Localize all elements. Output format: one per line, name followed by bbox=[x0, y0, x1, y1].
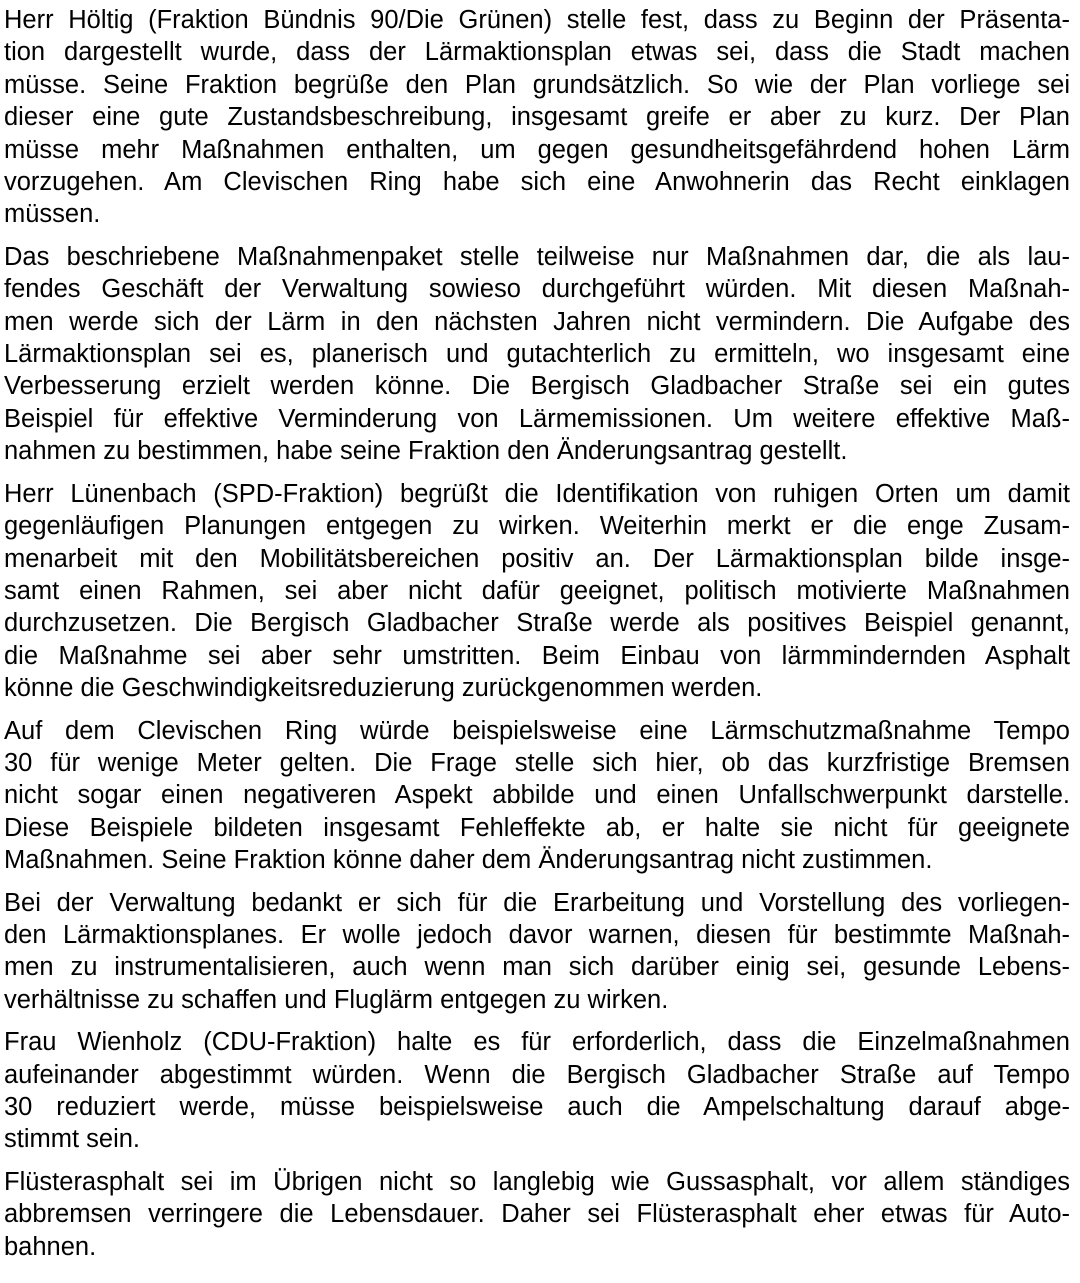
text-line: stimmt sein. bbox=[4, 1125, 141, 1154]
paragraph-luenenbach-statement bbox=[4, 478, 1070, 705]
text-line: men zu instrumentalisieren, auch wenn man sich darüber einig sei, gesunde Lebens- bbox=[4, 953, 1070, 982]
text-line: 30 reduziert werde, müsse beispielsweise auch die Ampelschaltung darauf abge- bbox=[4, 1093, 1070, 1121]
text-line: aufeinander abgestimmt würden. Wenn die Bergisch Gladbacher Straße auf Tempo bbox=[4, 1060, 1070, 1089]
text-line: nahmen zu bestimmen, habe seine Fraktion den Änderungsantrag gestellt. bbox=[4, 437, 848, 466]
text-line: müsse. Seine Fraktion begrüße den Plan grundsätzlich. So wie der Plan vorliege sei bbox=[4, 70, 1070, 99]
text-line: samt einen Rahmen, sei aber nicht dafür geeignet, politisch motivierte Maßnahmen bbox=[4, 576, 1070, 605]
text-line: Lärmaktionsplan sei es, planerisch und gutachterlich zu ermitteln, wo insgesamt eine bbox=[4, 340, 1070, 369]
text-line: gegenläufigen Planungen entgegen zu wirken. Weiterhin merkt er die enge Zusam- bbox=[4, 512, 1070, 541]
text-line: Herr Lünenbach (SPD-Fraktion) begrüßt die Identifikation von ruhigen Orten um damit bbox=[4, 479, 1070, 508]
text-line: Maßnahmen. Seine Fraktion könne daher dem Änderungsantrag nicht zustimmen. bbox=[4, 846, 933, 875]
text-line: Flüsterasphalt sei im Übrigen nicht so langlebig wie Gussasphalt, vor allem ständiges bbox=[4, 1167, 1070, 1196]
text-line: bahnen. bbox=[4, 1232, 97, 1261]
text-line: Das beschriebene Maßnahmenpaket stelle teilweise nur Maßnahmen dar, die als lau- bbox=[4, 242, 1070, 271]
text-line: Frau Wienholz (CDU-Fraktion) halte es für erforderlich, dass die Einzelmaßnahmen bbox=[4, 1028, 1070, 1057]
text-line: Bei der Verwaltung bedankt er sich für die Erarbeitung und Vorstellung des vorliegen- bbox=[4, 888, 1070, 917]
paragraph-hoeltig-statement bbox=[4, 4, 1070, 231]
paragraph-wienholz-statement bbox=[4, 1026, 1070, 1156]
text-line: verhältnisse zu schaffen und Fluglärm entgegen zu wirken. bbox=[4, 985, 669, 1014]
text-line: den Lärmaktionsplanes. Er wolle jedoch davor warnen, diesen für bestimmte Maßnah- bbox=[4, 920, 1070, 949]
text-line: müssen. bbox=[4, 200, 101, 229]
text-line: tion dargestellt wurde, dass der Lärmaktionsplan etwas sei, dass die Stadt machen bbox=[4, 38, 1070, 67]
text-line: vorzugehen. Am Clevischen Ring habe sich eine Anwohnerin das Recht einklagen bbox=[4, 168, 1070, 197]
text-line: Auf dem Clevischen Ring würde beispielsweise eine Lärmschutzmaßnahme Tempo bbox=[4, 716, 1070, 745]
text-line: Verbesserung erzielt werden könne. Die Bergisch Gladbacher Straße sei ein gutes bbox=[4, 372, 1070, 401]
text-line: men werde sich der Lärm in den nächsten Jahren nicht vermindern. Die Aufgabe des bbox=[4, 307, 1070, 336]
text-line: abbremsen verringere die Lebensdauer. Daher sei Flüsterasphalt eher etwas für Auto- bbox=[4, 1200, 1070, 1229]
text-line: Herr Höltig (Fraktion Bündnis 90/Die Grünen) stelle fest, dass zu Beginn der Präsenta- bbox=[4, 6, 1070, 34]
text-line: müsse mehr Maßnahmen enthalten, um gegen gesundheitsgefährdend hohen Lärm bbox=[4, 135, 1070, 164]
text-line: dieser eine gute Zustandsbeschreibung, insgesamt greife er aber zu kurz. Der Plan bbox=[4, 103, 1070, 132]
text-line: menarbeit mit den Mobilitätsbereichen positiv an. Der Lärmaktionsplan bilde insge- bbox=[4, 544, 1070, 573]
text-line: Beispiel für effektive Verminderung von Lärmemissionen. Um weitere effektive Maß- bbox=[4, 404, 1070, 433]
paragraph-thanks-administration bbox=[4, 887, 1070, 1017]
paragraph-measures-package bbox=[4, 241, 1070, 468]
text-line: durchzusetzen. Die Bergisch Gladbacher Straße werde als positives Beispiel genannt, bbox=[4, 609, 1070, 638]
text-line: 30 für wenige Meter gelten. Die Frage stelle sich hier, ob das kurzfristige Bremsen bbox=[4, 748, 1070, 777]
text-line: die Maßnahme sei aber sehr umstritten. Beim Einbau von lärmmindernden Asphalt bbox=[4, 641, 1070, 670]
paragraph-clevischer-ring bbox=[4, 715, 1070, 877]
paragraph-whisper-asphalt bbox=[4, 1166, 1070, 1263]
text-line: könne die Geschwindigkeitsreduzierung zurückgenommen werden. bbox=[4, 674, 763, 703]
text-line: nicht sogar einen negativeren Aspekt abbilde und einen Unfallschwerpunkt darstelle. bbox=[4, 781, 1070, 810]
text-line: fendes Geschäft der Verwaltung sowieso durchgeführt würden. Mit diesen Maßnah- bbox=[4, 275, 1070, 304]
text-line: Diese Beispiele bildeten insgesamt Fehleffekte ab, er halte sie nicht für geeignete bbox=[4, 813, 1070, 842]
